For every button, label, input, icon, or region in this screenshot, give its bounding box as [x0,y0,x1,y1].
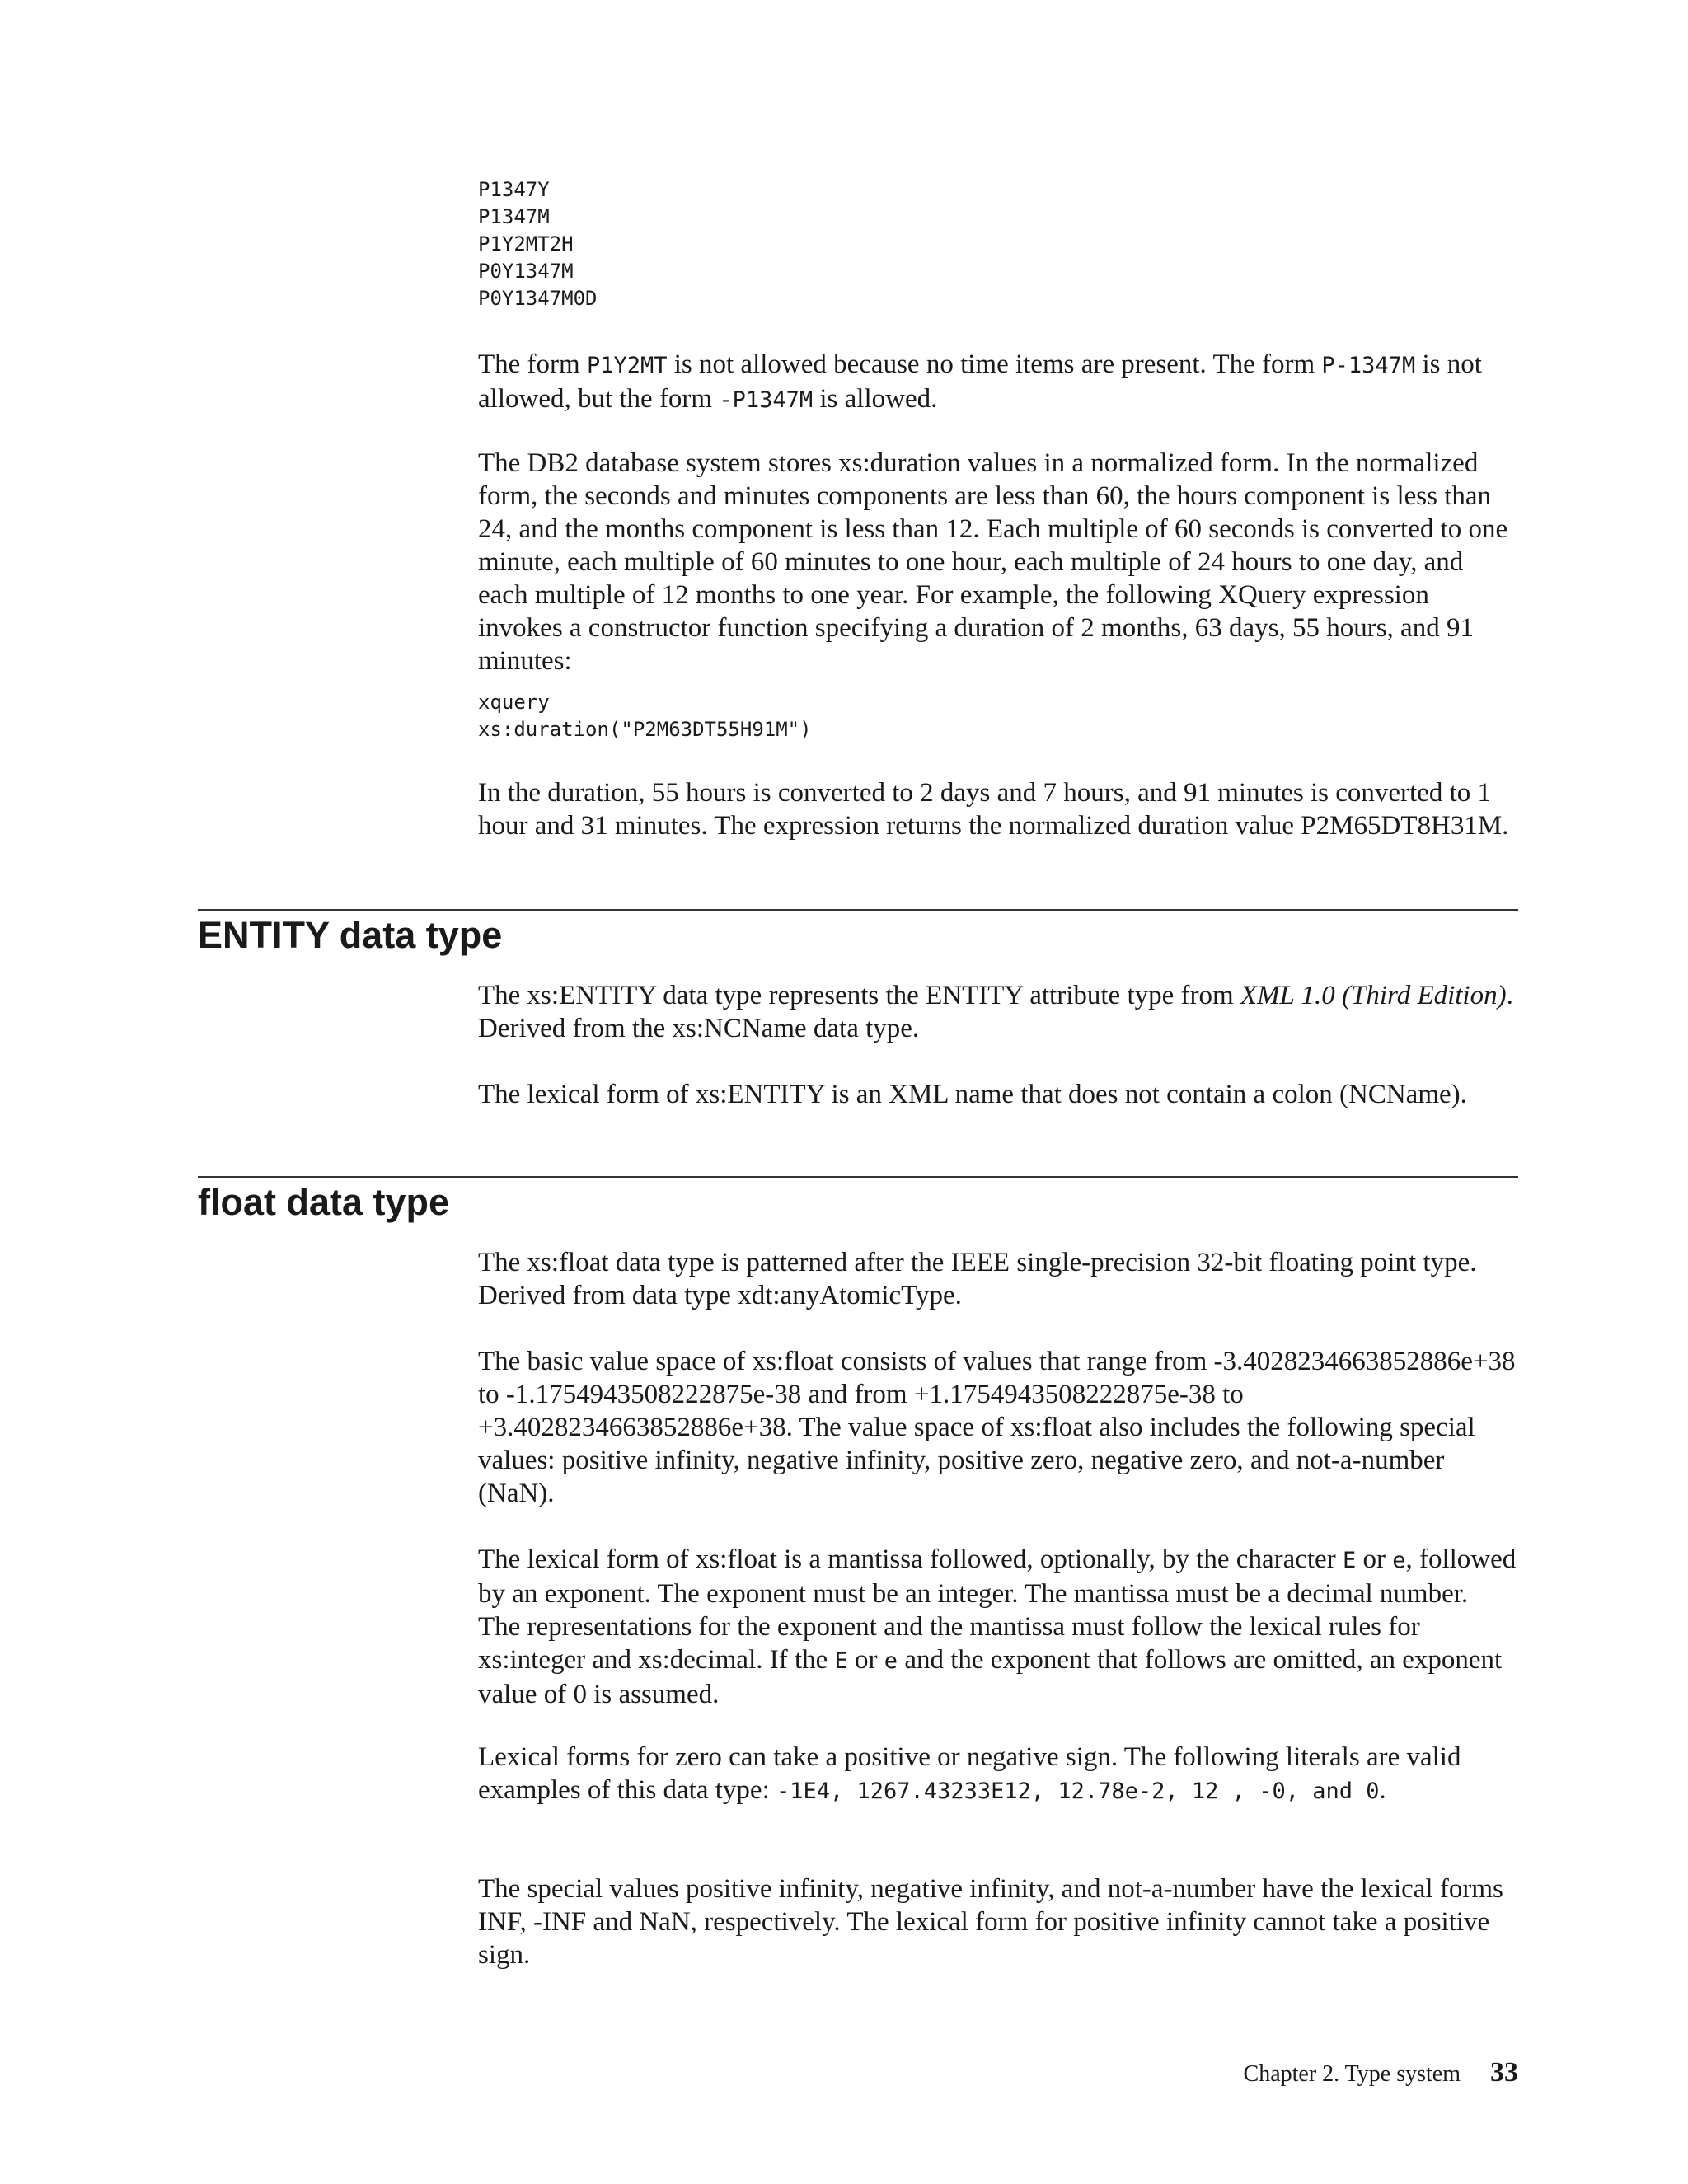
entity-heading: ENTITY data type [198,914,503,956]
float-paragraph-4: Lexical forms for zero can take a positive or negative sign. The following literals are valid examples of this data type: -1E4, 1267.43233E12, 12.78e-2, 12 , -0, and 0. [478,1742,1461,1805]
code-line: P1347M [478,205,550,228]
page-footer [1244,2057,1518,2088]
duration-forms-paragraph: The form P1Y2MT is not allowed because no time items are present. The form P-1347M is not allowed, but the form -P1347M is allowed. [478,349,1482,414]
code-line: P1Y2MT2H [478,232,574,255]
xquery-code-block [478,689,1517,743]
entity-paragraph-1: The xs:ENTITY data type represents the ENTITY attribute type from XML 1.0 (Third Edition). Derived from the xs:NCName data type. [478,981,1513,1043]
float-paragraph-1: The xs:float data type is patterned after the IEEE single-precision 32-bit floating point type. Derived from data type xdt:anyAtomicType. [478,1248,1477,1310]
section-divider [198,1176,1518,1178]
code-line: xquery [478,691,550,714]
duration-normalized-paragraph: The DB2 database system stores xs:duration values in a normalized form. In the normalized form, the seconds and minutes components are less than 60, the hours component is less than 24, and the months component is less than 12. Each multiple of 60 seconds is converted to one minute, each multiple of 60 minutes to one hour, each multiple of 24 hours to one day, and each multiple of 12 months to one year. For example, the following XQuery expression invokes a constructor function specifying a duration of 2 months, 63 days, 55 hours, and 91 minutes: [478,448,1508,676]
float-paragraph-5: The special values positive infinity, negative infinity, and not-a-number have the lexical forms INF, -INF and NaN, respectively. The lexical form for positive infinity cannot take a positive sign. [478,1874,1503,1970]
float-paragraph-2: The basic value space of xs:float consists of values that range from -3.4028234663852886e+38 to -1.1754943508222875e-38 and from +1.1754943508222875e-38 to +3.4028234663852886e+38. The value space of xs:float also includes the following special values: positive infinity, negative infinity, positive zero, negative zero, and not-a-number (NaN). [478,1347,1516,1508]
code-line: xs:duration("P2M63DT55H91M") [478,718,812,741]
float-paragraph-3: The lexical form of xs:float is a mantissa followed, optionally, by the character E or e, followed by an exponent. The exponent must be an integer. The mantissa must be a decimal number. The representations for the exponent and the mantissa must follow the lexical rules for xs:integer and xs:decimal. If the E or e and the exponent that follows are omitted, an exponent value of 0 is assumed. [478,1544,1517,1709]
float-heading: float data type [198,1181,450,1223]
page-number: 33 [1490,2057,1518,2088]
entity-paragraph-2: The lexical form of xs:ENTITY is an XML name that does not contain a colon (NCName). [478,1080,1467,1109]
code-line: P0Y1347M0D [478,287,598,310]
section-divider [198,909,1518,911]
code-line: P0Y1347M [478,260,574,283]
duration-code-block [478,176,1517,312]
chapter-title: Chapter 2. Type system [1243,2061,1461,2087]
code-line: P1347Y [478,178,550,201]
duration-result-paragraph: In the duration, 55 hours is converted to 2 days and 7 hours, and 91 minutes is converted to 1 hour and 31 minutes. The expression returns the normalized duration value P2M65DT8H31M. [478,778,1509,841]
